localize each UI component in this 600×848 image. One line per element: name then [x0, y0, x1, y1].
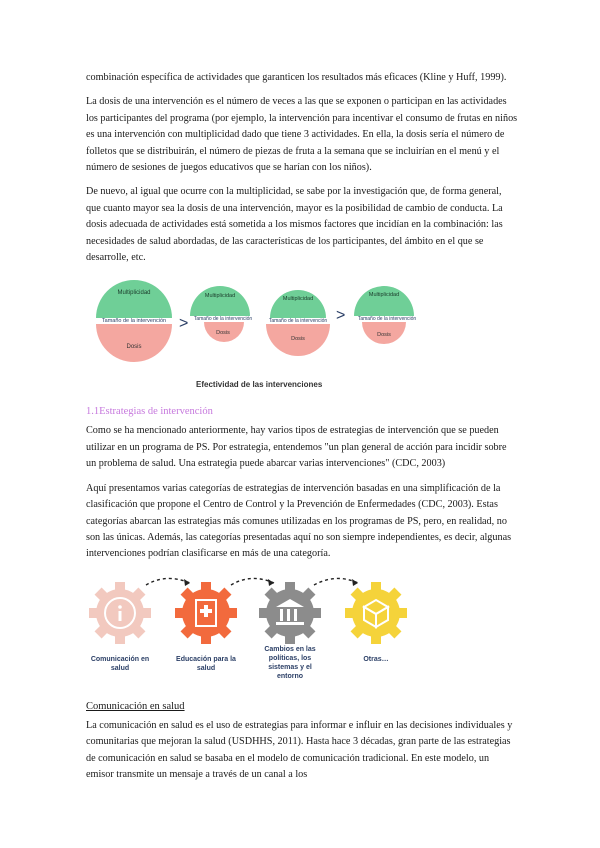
gear-label-4: Otras…: [363, 655, 389, 663]
gears-svg: [86, 571, 518, 651]
health-book-icon: [175, 582, 237, 644]
paragraph-health-communication: La comunicación en salud es el uso de estrategias para informar e influir en las decisiones individuales y comunitarias que mejoran la salud (USDHHS, 2011). Hasta hace 3 décadas, gran parte de las estrategias de comunicación en salud se basaba en el modelo de comunicación tradicional. En este modelo, un emisor transmite un mensaje a través de un canal a los: [86, 719, 513, 780]
panel-4: [354, 286, 416, 344]
gear-label-3: Cambios en las políticas, los sistemas y el entorno: [264, 645, 316, 680]
panel-4-middle: Tamaño de la intervención: [357, 316, 417, 323]
paragraph-strategy-definition: Como se ha mencionado anteriormente, hay varios tipos de estrategias de intervención que se pueden utilizar en un programa de PS. Por estrategia, entendemos "un plan general de acción para incidir sobre un problema de salud. Una estrategia puede abarcar varias intervenciones" (CDC, 2003): [86, 425, 507, 470]
figure-strategy-gears: [86, 571, 518, 691]
figure-caption: Efectividad de las intervenciones: [196, 380, 323, 390]
document-page: [86, 70, 518, 791]
panel-1: [96, 280, 172, 362]
paragraph-dosis-effect: De nuevo, al igual que ocurre con la multiplicidad, se sabe por la investigación que, de forma general, que cuanto mayor sea la dosis de una intervención, mayor es la posibilidad de cambio de conducta. La dosis adecuada de actividades está sometida a los mismos factores que incidían en la combinación: las necesidades de salud abordadas, de las características de los participantes, del ámbito en el que se desarrolle, etc.: [86, 186, 503, 264]
paragraph-dosis-definition: La dosis de una intervención es el número de veces a las que se exponen o participan en las actividades los participantes del programa (por ejemplo, la intervención para incentivar el consumo de frutas en niños es una intervención con multiplicidad dado que tiene 3 actividades. En ella, la dosis sería el número de folletos que se distribuirán, el número de piezas de fruta a la semana que se incluirían en el menú y el número de sesiones de juegos educativos que se harían con los niños).: [86, 96, 518, 174]
panel-2-middle: Tamaño de la intervención: [193, 316, 253, 323]
paragraph-intro-continuation: combinación específica de actividades que garanticen los resultados más eficaces (Kline y Huff, 1999).: [86, 72, 507, 83]
panel-2-top: Multiplicidad: [204, 293, 236, 300]
arrow-1: >: [179, 315, 189, 333]
panel-4-bottom: Dosis: [377, 332, 391, 339]
connector-3: [314, 578, 358, 585]
panel-3-bottom: Dosis: [291, 336, 305, 343]
panel-4-top: Multiplicidad: [368, 292, 400, 299]
gear-label-2: Educación para la salud: [176, 655, 236, 672]
panel-2: [190, 286, 252, 342]
panel-3-top: Multiplicidad: [282, 296, 314, 303]
effectiveness-svg: [86, 276, 518, 380]
gear-label-1: Comunicación en salud: [90, 655, 150, 672]
arrow-2: >: [336, 307, 346, 325]
connector-1: [146, 578, 190, 585]
government-building-icon: [259, 582, 321, 644]
box-icon: [345, 582, 407, 644]
panel-3: [266, 290, 330, 356]
info-icon: [89, 582, 151, 644]
panel-2-bottom: Dosis: [216, 330, 230, 337]
panel-1-top: Multiplicidad: [117, 290, 151, 297]
paragraph-categories: Aquí presentamos varias categorías de estrategias de intervención basadas en una simplificación de la clasificación que propone el Centro de Control y la Prevención de Enfermedades (CDC, 2003). Estas categorías abarcan las estrategias más comunes utilizadas en los programas de PS, pero, en realidad, no son las únicas. Además, las categorías presentadas aquí no son siempre independientes, es decir, algunas intervenciones podrían clasificarse en más de una categoría.: [86, 482, 512, 560]
panel-3-middle: Tamaño de la intervención: [268, 318, 328, 325]
panel-1-middle: Tamaño de la intervención: [101, 318, 167, 325]
figure-effectiveness-diagram: [86, 276, 518, 394]
section-heading: 1.1Estrategias de intervención: [86, 406, 213, 418]
panel-1-bottom: Dosis: [126, 344, 142, 351]
connector-2: [231, 578, 274, 585]
subsection-heading: Comunicación en salud: [86, 700, 185, 712]
